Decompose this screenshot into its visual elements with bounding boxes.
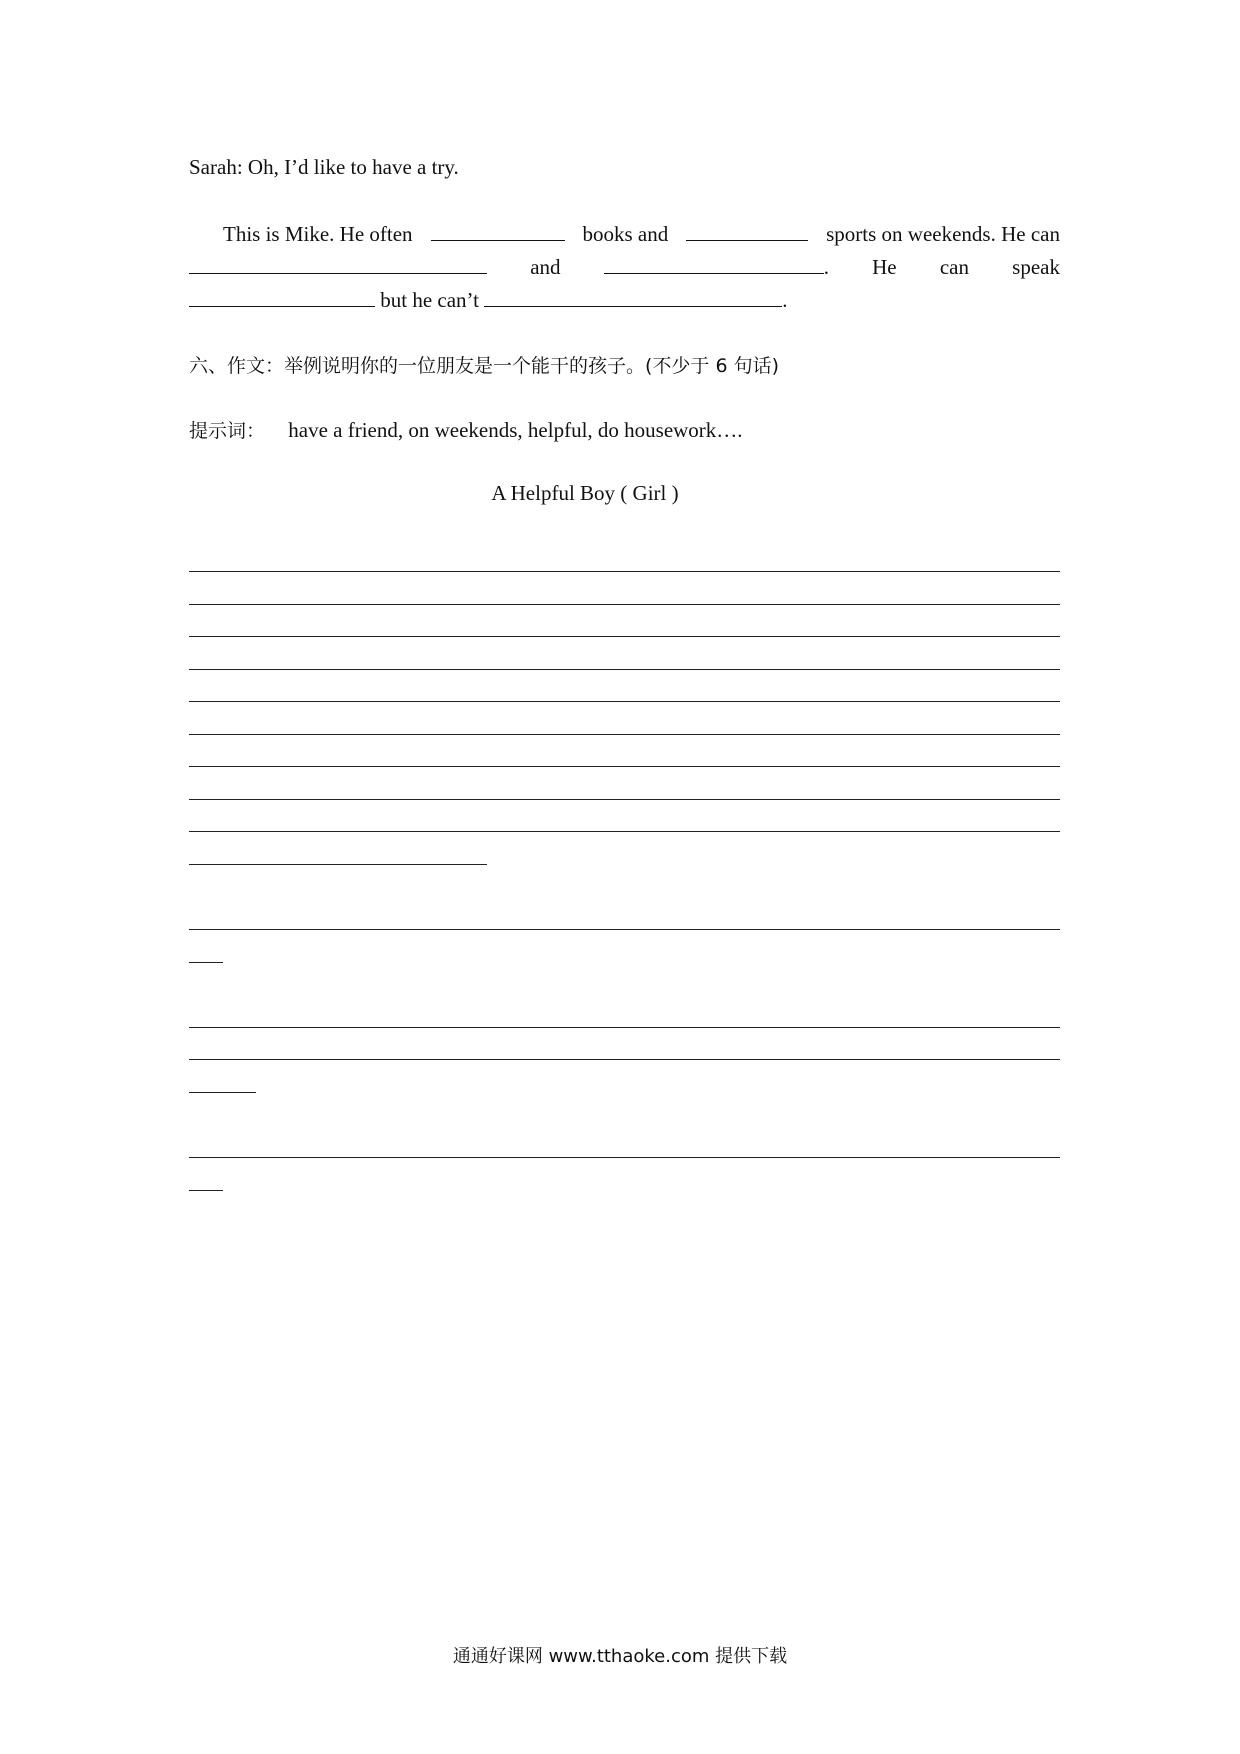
writing-line[interactable] [189,669,1060,670]
writing-line[interactable] [189,1027,1060,1028]
writing-line[interactable] [189,831,1060,832]
passage-row-2 [189,253,1060,280]
writing-line[interactable] [189,1059,1060,1060]
page-footer: 通通好课网 www.tthaoke.com 提供下载 [452,1646,788,1667]
passage-text: This is Mike. He often [223,222,413,246]
passage-row-3 [189,286,788,313]
essay-title: A Helpful Boy ( Girl ) [491,481,679,505]
writing-line[interactable] [189,1092,256,1093]
passage-text: He [872,255,897,279]
writing-line[interactable] [189,734,1060,735]
writing-line[interactable] [189,604,1060,605]
answer-blank[interactable] [604,253,824,274]
passage-text: speak [1012,255,1060,279]
dialogue-sarah: Sarah: Oh, I’d like to have a try. [189,155,459,179]
passage-text: . [823,255,829,279]
writing-line[interactable] [189,701,1060,702]
hint-line [189,416,743,443]
section-six-heading: 六、作文：举例说明你的一位朋友是一个能干的孩子。(不少于 6 句话) [189,355,779,377]
answer-blank[interactable] [484,286,782,307]
passage-text: can [939,255,969,279]
writing-line[interactable] [189,799,1060,800]
writing-line[interactable] [189,962,223,963]
passage-text: sports on weekends. He can [826,222,1060,246]
passage-text: . [782,288,788,312]
writing-line[interactable] [189,636,1060,637]
passage-text: and [530,255,561,279]
hint-label: 提示词： [189,420,266,442]
writing-line[interactable] [189,1190,223,1191]
writing-line[interactable] [189,864,487,865]
hint-words: have a friend, on weekends, helpful, do housework…. [288,418,743,442]
writing-line[interactable] [189,766,1060,767]
passage-text: but he can’t [380,288,479,312]
writing-line[interactable] [189,571,1060,572]
writing-line[interactable] [189,929,1060,930]
passage-row-1 [189,220,1060,247]
answer-blank[interactable] [431,220,565,241]
writing-line[interactable] [189,1157,1060,1158]
answer-blank[interactable] [189,286,375,307]
answer-blank[interactable] [686,220,808,241]
passage-text: books and [582,222,669,246]
answer-blank[interactable] [189,253,487,274]
